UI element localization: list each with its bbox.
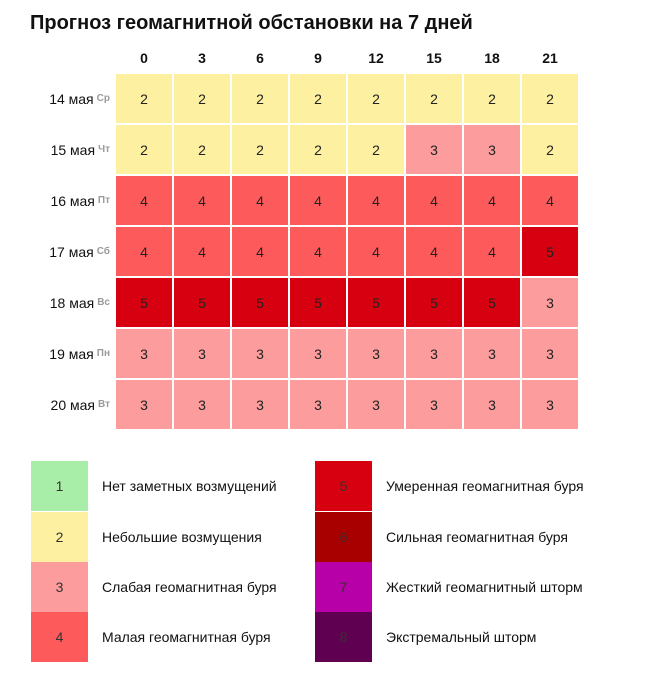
legend-swatch: 6 xyxy=(315,512,372,562)
heatmap-cell: 4 xyxy=(289,175,347,226)
heatmap-cell: 3 xyxy=(521,328,579,379)
heatmap-cell: 2 xyxy=(115,73,173,124)
heatmap-cell: 3 xyxy=(463,379,521,430)
heatmap-cell: 4 xyxy=(115,175,173,226)
day-weekday: Пн xyxy=(96,348,110,359)
heatmap-cell: 2 xyxy=(521,73,579,124)
day-date: 19 мая xyxy=(49,345,94,362)
legend-label: Нет заметных возмущений xyxy=(102,478,277,494)
legend-label: Слабая геомагнитная буря xyxy=(102,579,277,595)
heatmap-cell: 4 xyxy=(173,226,231,277)
heatmap-cell: 4 xyxy=(115,226,173,277)
legend-swatch: 7 xyxy=(315,562,372,612)
legend-swatch: 1 xyxy=(31,461,88,511)
legend-swatch: 8 xyxy=(315,612,372,662)
heatmap-cell: 3 xyxy=(173,379,231,430)
hour-label: 15 xyxy=(426,50,442,66)
day-weekday: Пт xyxy=(97,195,110,206)
legend-swatch: 3 xyxy=(31,562,88,612)
heatmap-cell: 4 xyxy=(289,226,347,277)
heatmap-cell: 3 xyxy=(347,328,405,379)
heatmap-cell: 4 xyxy=(347,175,405,226)
day-weekday: Чт xyxy=(98,144,110,155)
forecast-heatmap xyxy=(115,73,579,428)
day-date: 17 мая xyxy=(49,243,94,260)
legend-swatch: 2 xyxy=(31,512,88,562)
heatmap-cell: 5 xyxy=(405,277,463,328)
heatmap-cell: 5 xyxy=(347,277,405,328)
hour-label: 12 xyxy=(368,50,384,66)
heatmap-cell: 4 xyxy=(405,175,463,226)
heatmap-cell: 2 xyxy=(231,73,289,124)
legend-label: Умеренная геомагнитная буря xyxy=(386,478,584,494)
heatmap-cell: 3 xyxy=(231,379,289,430)
hour-label: 6 xyxy=(256,50,264,66)
chart-title: Прогноз геомагнитной обстановки на 7 дней xyxy=(30,12,473,34)
day-weekday: Ср xyxy=(96,93,110,104)
hour-axis xyxy=(115,50,579,72)
day-date: 14 мая xyxy=(49,90,94,107)
legend-label: Экстремальный шторм xyxy=(386,629,537,645)
day-date: 15 мая xyxy=(50,141,96,158)
legend-swatch: 5 xyxy=(315,461,372,511)
heatmap-cell: 5 xyxy=(115,277,173,328)
heatmap-cell: 2 xyxy=(173,124,231,175)
heatmap-cell: 2 xyxy=(289,73,347,124)
heatmap-cell: 4 xyxy=(347,226,405,277)
heatmap-cell: 5 xyxy=(231,277,289,328)
heatmap-cell: 2 xyxy=(347,124,405,175)
heatmap-cell: 3 xyxy=(289,328,347,379)
day-label xyxy=(18,175,110,226)
heatmap-cell: 3 xyxy=(115,328,173,379)
legend-label: Малая геомагнитная буря xyxy=(102,629,271,645)
heatmap-cell: 2 xyxy=(405,73,463,124)
heatmap-cell: 3 xyxy=(231,328,289,379)
heatmap-cell: 3 xyxy=(405,124,463,175)
day-date: 16 мая xyxy=(50,192,95,209)
heatmap-cell: 3 xyxy=(463,328,521,379)
heatmap-cell: 2 xyxy=(463,73,521,124)
heatmap-cell: 4 xyxy=(231,175,289,226)
hour-label: 0 xyxy=(140,50,148,66)
day-label xyxy=(18,328,110,379)
legend-label: Небольшие возмущения xyxy=(102,529,262,545)
day-weekday: Сб xyxy=(96,246,110,257)
hour-label: 21 xyxy=(542,50,558,66)
heatmap-cell: 4 xyxy=(463,175,521,226)
heatmap-cell: 3 xyxy=(115,379,173,430)
heatmap-cell: 2 xyxy=(231,124,289,175)
heatmap-cell: 3 xyxy=(347,379,405,430)
heatmap-cell: 3 xyxy=(521,379,579,430)
heatmap-cell: 5 xyxy=(173,277,231,328)
hour-label: 9 xyxy=(314,50,322,66)
legend-swatch: 4 xyxy=(31,612,88,662)
heatmap-cell: 5 xyxy=(463,277,521,328)
heatmap-cell: 2 xyxy=(115,124,173,175)
heatmap-cell: 5 xyxy=(289,277,347,328)
heatmap-cell: 4 xyxy=(231,226,289,277)
heatmap-cell: 2 xyxy=(347,73,405,124)
hour-label: 18 xyxy=(484,50,500,66)
heatmap-cell: 4 xyxy=(463,226,521,277)
heatmap-cell: 2 xyxy=(289,124,347,175)
day-label xyxy=(18,226,110,277)
day-date: 18 мая xyxy=(49,294,95,311)
heatmap-cell: 3 xyxy=(173,328,231,379)
hour-label: 3 xyxy=(198,50,206,66)
heatmap-cell: 3 xyxy=(405,328,463,379)
day-label xyxy=(18,124,110,175)
heatmap-cell: 3 xyxy=(521,277,579,328)
day-weekday: Вт xyxy=(98,399,110,410)
day-label xyxy=(18,73,110,124)
heatmap-cell: 4 xyxy=(521,175,579,226)
heatmap-cell: 3 xyxy=(405,379,463,430)
heatmap-cell: 2 xyxy=(521,124,579,175)
legend-label: Жесткий геомагнитный шторм xyxy=(386,579,583,595)
day-label xyxy=(18,379,110,430)
heatmap-cell: 2 xyxy=(173,73,231,124)
legend-label: Сильная геомагнитная буря xyxy=(386,529,568,545)
heatmap-cell: 5 xyxy=(521,226,579,277)
heatmap-cell: 4 xyxy=(173,175,231,226)
day-label xyxy=(18,277,110,328)
heatmap-cell: 4 xyxy=(405,226,463,277)
heatmap-cell: 3 xyxy=(289,379,347,430)
day-weekday: Вс xyxy=(97,297,110,308)
day-date: 20 мая xyxy=(50,396,95,413)
heatmap-cell: 3 xyxy=(463,124,521,175)
